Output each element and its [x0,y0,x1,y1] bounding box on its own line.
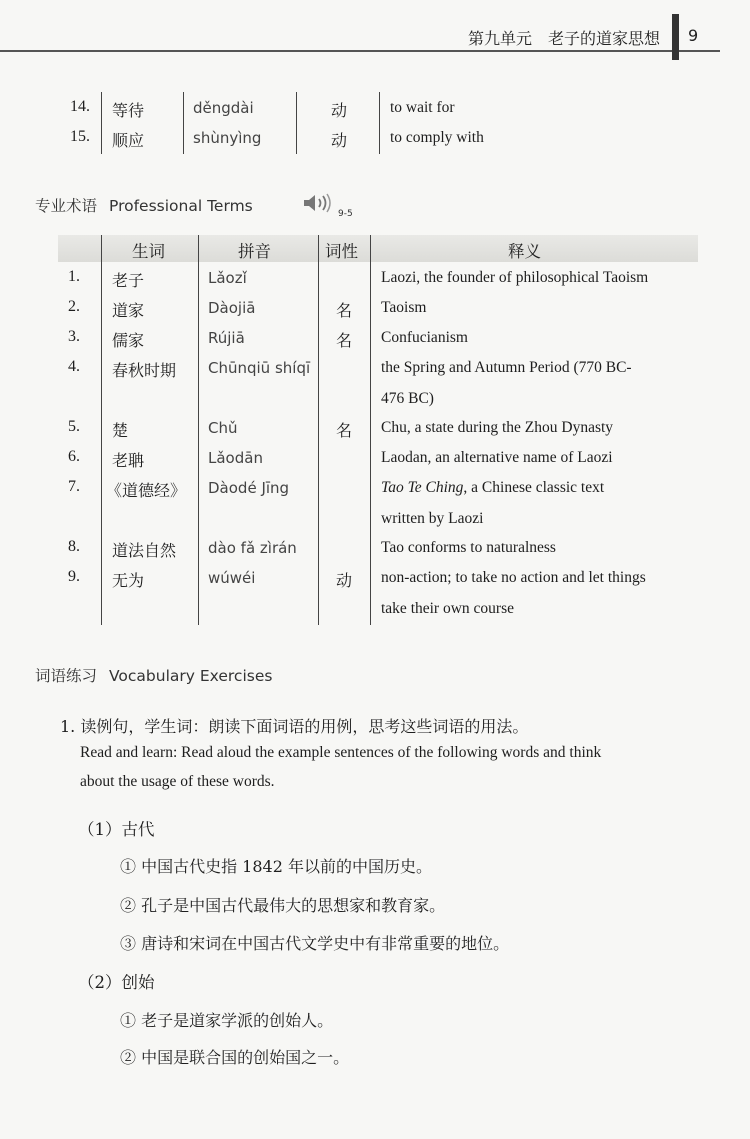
exercise-instruction-cn: 1. 读例句，学生词：朗读下面词语的用例，思考这些词语的用法。 [60,717,529,736]
heading-cn: 专业术语 [35,197,98,215]
term-number: 3. [68,328,80,345]
term-gloss: Laozi, the founder of philosophical Taoism [381,269,649,286]
example-sentence: ① 老子是道家学派的创始人。 [120,1011,334,1030]
term-number: 2. [68,298,80,315]
term-hanzi: 儒家 [112,331,145,350]
column-header-pinyin: 拼音 [238,242,271,261]
example-sentence: ① 中国古代史指 1842 年以前的中国历史。 [120,857,432,876]
column-divider [379,92,380,154]
term-pinyin: Rújiā [208,329,245,347]
term-pinyin: Chūnqiū shíqī [208,359,311,377]
heading-en: Vocabulary Exercises [109,667,273,685]
example-sentence: ② 孔子是中国古代最伟大的思想家和教育家。 [120,896,446,915]
word-hanzi: 顺应 [112,131,145,150]
heading-en: Professional Terms [109,197,253,215]
example-sentence: ③ 唐诗和宋词在中国古代文学史中有非常重要的地位。 [120,934,510,953]
term-gloss-continued: written by Laozi [381,510,484,527]
exercise-item-label: （1）古代 [78,820,155,839]
term-gloss-continued: 476 BC) [381,390,434,407]
term-hanzi: 道家 [112,301,145,320]
professional-terms-heading [35,194,253,216]
word-pinyin: shùnyìng [193,129,262,147]
term-gloss: Tao conforms to naturalness [381,539,556,556]
header-rule [0,50,720,52]
word-hanzi: 等待 [112,101,145,120]
term-number: 8. [68,538,80,555]
column-divider [296,92,297,154]
column-divider [101,92,102,154]
term-pos: 动 [335,571,352,590]
column-divider [370,235,371,625]
term-pinyin: Dàodé Jīng [208,479,290,497]
word-pos: 动 [330,101,347,120]
term-hanzi: 老子 [112,271,145,290]
term-pinyin: Dàojiā [208,299,256,317]
unit-title: 第九单元 老子的道家思想 [468,29,661,48]
term-number: 6. [68,448,80,465]
term-gloss: Laodan, an alternative name of Laozi [381,449,613,466]
term-number: 1. [68,268,80,285]
term-gloss: Confucianism [381,329,468,346]
term-gloss: Taoism [381,299,427,316]
word-gloss: to comply with [390,129,484,146]
column-header-word: 生词 [132,242,165,261]
example-sentence: ② 中国是联合国的创始国之一。 [120,1048,350,1067]
term-hanzi: 楚 [112,421,129,440]
header-divider-bar [672,14,679,60]
term-pos: 名 [335,421,352,440]
term-number: 5. [68,418,80,435]
term-pinyin: wúwéi [208,569,256,587]
column-divider [183,92,184,154]
term-hanzi: 无为 [112,571,145,590]
term-number: 7. [68,478,80,495]
term-gloss: the Spring and Autumn Period (770 BC- [381,359,632,376]
term-pinyin: Chǔ [208,419,238,437]
term-hanzi: 老聃 [112,451,145,470]
term-hanzi: 《道德经》 [106,481,187,500]
audio-track-number: 9-5 [338,209,353,219]
term-hanzi: 道法自然 [112,541,177,560]
word-gloss: to wait for [390,99,455,116]
term-pinyin: Lǎodān [208,449,263,467]
column-divider [101,235,102,625]
term-gloss: Chu, a state during the Zhou Dynasty [381,419,614,436]
word-number: 14. [70,98,90,115]
column-header-pos: 词性 [325,242,358,261]
exercise-instruction-en: Read and learn: Read aloud the example sentences of the following words and think [80,744,602,761]
term-hanzi: 春秋时期 [112,361,177,380]
term-pinyin: Lǎozǐ [208,269,247,287]
column-header-meaning: 释义 [508,242,541,261]
term-pos: 名 [335,301,352,320]
term-number: 9. [68,568,80,585]
term-gloss: non-action; to take no action and let things [381,569,646,586]
exercise-instruction-en-continued: about the usage of these words. [80,773,275,790]
book-title: Tao Te Ching [381,479,464,496]
column-divider [198,235,199,625]
word-pos: 动 [330,131,347,150]
page-number: 9 [688,26,699,45]
word-pinyin: děngdài [193,99,254,117]
term-gloss-continued: take their own course [381,600,514,617]
term-pos: 名 [335,331,352,350]
speaker-icon[interactable] [302,192,334,214]
column-divider [318,235,319,625]
term-gloss [381,479,604,497]
term-pinyin: dào fǎ zìrán [208,539,297,557]
heading-cn: 词语练习 [35,667,98,685]
word-number: 15. [70,128,90,145]
vocab-exercises-heading [35,664,272,686]
term-gloss-text: , a Chinese classic text [463,479,605,496]
term-number: 4. [68,358,80,375]
exercise-item-label: （2）创始 [78,973,155,992]
